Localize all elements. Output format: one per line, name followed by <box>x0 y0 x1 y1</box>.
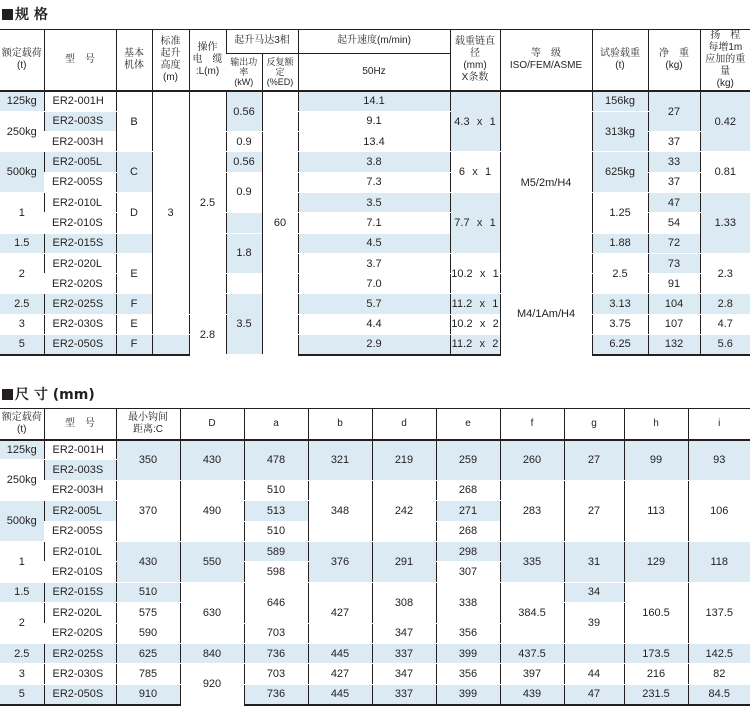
chain-cell: 7.7 x 1 <box>450 192 500 253</box>
speed-cell: 4.4 <box>298 314 450 334</box>
extra-weight-cell: 4.7 <box>700 314 750 334</box>
i-cell: 118 <box>688 541 750 582</box>
e-cell: 271 <box>436 501 500 521</box>
d-cell: 347 <box>372 664 436 684</box>
model-cell: ER2-015S <box>44 233 116 253</box>
capacity-cell: 1 <box>0 192 44 233</box>
frame-cell: E <box>116 314 152 334</box>
lift-height-cell <box>152 335 189 355</box>
h-cell: 160.5 <box>624 582 688 643</box>
test-load-cell: 1.25 <box>592 192 648 233</box>
table-row <box>0 192 750 212</box>
d-cell: 347 <box>372 623 436 643</box>
capacity-cell: 5 <box>0 684 44 704</box>
e-cell: 268 <box>436 480 500 500</box>
power-cell: 0.9 <box>226 132 262 152</box>
chain-cell: 6 x 1 <box>450 152 500 193</box>
header-extra-weight: 扬 程 每增1m 应加的重量 (kg) <box>700 30 750 92</box>
speed-cell: 5.7 <box>298 294 450 314</box>
h-cell: 99 <box>624 440 688 481</box>
f-cell: 335 <box>500 541 564 582</box>
header-capacity: 额定载荷 (t) <box>0 409 44 440</box>
square-bullet-icon <box>2 9 13 20</box>
header-frame: 基本 机体 <box>116 30 152 92</box>
a-cell: 736 <box>244 684 308 704</box>
speed-cell: 7.0 <box>298 274 450 294</box>
chain-cell: 10.2 x 2 <box>450 314 500 334</box>
test-load-cell: 625kg <box>592 152 648 193</box>
a-cell: 703 <box>244 623 308 643</box>
net-weight-cell: 54 <box>648 213 700 233</box>
g-cell: 47 <box>564 684 624 704</box>
header-D: D <box>180 409 244 440</box>
power-cell: 1.8 <box>226 233 262 274</box>
test-load-cell: 156kg <box>592 91 648 111</box>
cable-length-cell: 2.5 <box>189 91 226 314</box>
h-cell: 113 <box>624 480 688 541</box>
a-cell: 646 <box>244 582 308 623</box>
capacity-cell: 125kg <box>0 440 44 460</box>
table-row <box>0 643 750 663</box>
capacity-cell: 1 <box>0 541 44 582</box>
header-a: a <box>244 409 308 440</box>
hook-distance-cell: 370 <box>116 480 180 541</box>
e-cell: 399 <box>436 684 500 704</box>
hook-distance-cell: 575 <box>116 603 180 623</box>
extra-weight-cell: 0.81 <box>700 152 750 193</box>
a-cell: 478 <box>244 440 308 481</box>
e-cell: 399 <box>436 643 500 663</box>
table-row <box>0 91 750 111</box>
frame-cell: E <box>116 253 152 294</box>
extra-weight-cell: 0.42 <box>700 91 750 152</box>
header-speed: 起升速度(m/min) <box>298 30 450 54</box>
capacity-cell: 500kg <box>0 152 44 193</box>
cable-length-cell: 2.8 <box>189 314 226 355</box>
model-cell: ER2-003H <box>44 132 116 152</box>
e-cell: 356 <box>436 664 500 684</box>
header-test-load: 试验载重 (t) <box>592 30 648 92</box>
table-row <box>0 664 750 684</box>
i-cell: 93 <box>688 440 750 481</box>
header-net-weight: 净 重 (kg) <box>648 30 700 92</box>
capacity-cell: 2.5 <box>0 643 44 663</box>
header-capacity: 额定载荷 (t) <box>0 30 44 92</box>
speed-cell: 3.7 <box>298 253 450 273</box>
speed-cell: 3.8 <box>298 152 450 172</box>
capacity-cell: 3 <box>0 664 44 684</box>
header-i: i <box>688 409 750 440</box>
hook-distance-cell: 590 <box>116 623 180 643</box>
model-cell: ER2-020L <box>44 253 116 273</box>
b-cell: 376 <box>308 541 372 582</box>
speed-cell: 4.5 <box>298 233 450 253</box>
net-weight-cell: 73 <box>648 253 700 273</box>
net-weight-cell: 107 <box>648 314 700 334</box>
test-load-cell: 3.13 <box>592 294 648 314</box>
i-cell: 142.5 <box>688 643 750 663</box>
frame-cell: C <box>116 152 152 193</box>
g-cell: 44 <box>564 664 624 684</box>
capacity-cell: 2 <box>0 603 44 644</box>
lift-height-cell: 3 <box>152 91 189 335</box>
table-row <box>0 684 750 704</box>
a-cell: 736 <box>244 643 308 663</box>
header-duty: 反复额定 (%ED) <box>262 53 298 91</box>
d-cell: 337 <box>372 643 436 663</box>
capacity-cell: 1.5 <box>0 582 44 602</box>
power-cell: 0.9 <box>226 172 262 213</box>
a-cell: 598 <box>244 562 308 582</box>
header-chain: 载重链直径 (mm) X条数 <box>450 30 500 92</box>
extra-weight-cell: 2.8 <box>700 294 750 314</box>
extra-weight-cell: 2.3 <box>700 253 750 294</box>
d-cell: 242 <box>372 480 436 541</box>
spec-section-title: 规 格 <box>2 6 48 24</box>
speed-cell: 3.5 <box>298 192 450 212</box>
header-e: e <box>436 409 500 440</box>
table-row <box>0 152 750 172</box>
chain-cell: 4.3 x 1 <box>450 91 500 152</box>
model-cell: ER2-020S <box>44 623 116 643</box>
power-cell <box>226 213 262 233</box>
d-cell: 291 <box>372 541 436 582</box>
f-cell: 439 <box>500 684 564 704</box>
model-cell: ER2-010S <box>44 562 116 582</box>
i-cell: 106 <box>688 480 750 541</box>
capacity-cell: 250kg <box>0 111 44 152</box>
model-cell: ER2-025S <box>44 294 116 314</box>
f-cell: 260 <box>500 440 564 481</box>
chain-cell: 10.2 x 1 <box>450 253 500 294</box>
d-cell: 337 <box>372 684 436 704</box>
header-f: f <box>500 409 564 440</box>
capacity-cell: 1.5 <box>0 233 44 253</box>
power-cell: 0.56 <box>226 91 262 132</box>
square-bullet-icon <box>2 389 13 400</box>
model-cell: ER2-003S <box>44 111 116 131</box>
model-cell: ER2-020L <box>44 603 116 623</box>
header-lift-height: 标准 起升 高度 (m) <box>152 30 189 92</box>
table-row <box>0 541 750 561</box>
hook-distance-cell: 430 <box>116 541 180 582</box>
chain-cell: 11.2 x 2 <box>450 335 500 355</box>
speed-cell: 2.9 <box>298 335 450 355</box>
model-cell: ER2-030S <box>44 314 116 334</box>
f-cell: 437.5 <box>500 643 564 663</box>
extra-weight-cell: 1.33 <box>700 192 750 253</box>
model-cell: ER2-005S <box>44 521 116 541</box>
header-g: g <box>564 409 624 440</box>
frame-cell: D <box>116 192 152 233</box>
b-cell: 427 <box>308 582 372 643</box>
a-cell: 510 <box>244 521 308 541</box>
header-motor: 起升马达3相 <box>226 30 298 54</box>
model-cell: ER2-015S <box>44 582 116 602</box>
h-cell: 216 <box>624 664 688 684</box>
D-cell: 550 <box>180 541 244 582</box>
power-cell <box>226 274 262 294</box>
capacity-cell: 2.5 <box>0 294 44 314</box>
spec-table <box>0 29 750 356</box>
header-hook-distance: 最小钩间 距离:C <box>116 409 180 440</box>
dims-table <box>0 408 750 706</box>
e-cell: 338 <box>436 582 500 623</box>
f-cell: 397 <box>500 664 564 684</box>
speed-cell: 13.4 <box>298 132 450 152</box>
hook-distance-cell: 625 <box>116 643 180 663</box>
extra-weight-cell: 5.6 <box>700 335 750 355</box>
table-row <box>0 111 750 131</box>
D-cell: 920 <box>180 664 244 705</box>
model-cell: ER2-030S <box>44 664 116 684</box>
g-cell: 39 <box>564 603 624 644</box>
test-load-cell: 313kg <box>592 111 648 152</box>
model-cell: ER2-010L <box>44 541 116 561</box>
header-model: 型 号 <box>44 409 116 440</box>
model-cell: ER2-050S <box>44 684 116 704</box>
model-cell: ER2-001H <box>44 440 116 460</box>
test-load-cell: 6.25 <box>592 335 648 355</box>
e-cell: 356 <box>436 623 500 643</box>
model-cell: ER2-050S <box>44 335 116 355</box>
capacity-cell: 3 <box>0 314 44 334</box>
model-cell: ER2-025S <box>44 643 116 663</box>
speed-cell: 9.1 <box>298 111 450 131</box>
frame-cell: B <box>116 91 152 152</box>
capacity-cell: 125kg <box>0 91 44 111</box>
hook-distance-cell: 510 <box>116 582 180 602</box>
net-weight-cell: 91 <box>648 274 700 294</box>
b-cell: 445 <box>308 684 372 704</box>
a-cell: 513 <box>244 501 308 521</box>
capacity-cell: 2 <box>0 253 44 294</box>
speed-cell: 7.1 <box>298 213 450 233</box>
model-cell: ER2-005L <box>44 152 116 172</box>
frame-cell: F <box>116 335 152 355</box>
d-cell: 308 <box>372 582 436 623</box>
header-model: 型 号 <box>44 30 116 92</box>
f-cell: 384.5 <box>500 582 564 643</box>
net-weight-cell: 27 <box>648 91 700 132</box>
e-cell: 307 <box>436 562 500 582</box>
a-cell: 703 <box>244 664 308 684</box>
g-cell: 27 <box>564 480 624 541</box>
i-cell: 137.5 <box>688 582 750 643</box>
grade-cell: M5/2m/H4 <box>500 91 592 274</box>
D-cell: 630 <box>180 582 244 643</box>
header-50hz: 50Hz <box>298 53 450 91</box>
grade-cell: M4/1Am/H4 <box>500 274 592 355</box>
b-cell: 348 <box>308 480 372 541</box>
table-row <box>0 233 750 253</box>
chain-cell: 11.2 x 1 <box>450 294 500 314</box>
header-power: 输出功率 (kW) <box>226 53 262 91</box>
table-row <box>0 335 750 355</box>
f-cell: 283 <box>500 480 564 541</box>
e-cell: 259 <box>436 440 500 481</box>
net-weight-cell: 37 <box>648 172 700 192</box>
net-weight-cell: 72 <box>648 233 700 253</box>
header-b: b <box>308 409 372 440</box>
a-cell: 589 <box>244 541 308 561</box>
frame-cell: F <box>116 294 152 314</box>
g-cell: 34 <box>564 582 624 602</box>
table-row <box>0 314 750 334</box>
model-cell: ER2-003S <box>44 460 116 480</box>
capacity-cell: 5 <box>0 335 44 355</box>
model-cell: ER2-020S <box>44 274 116 294</box>
d-cell: 219 <box>372 440 436 481</box>
speed-cell: 14.1 <box>298 91 450 111</box>
i-cell: 84.5 <box>688 684 750 704</box>
model-cell: ER2-005L <box>44 501 116 521</box>
table-row <box>0 253 750 273</box>
capacity-cell: 250kg <box>0 460 44 501</box>
model-cell: ER2-005S <box>44 172 116 192</box>
D-cell: 490 <box>180 480 244 541</box>
net-weight-cell: 104 <box>648 294 700 314</box>
test-load-cell: 3.75 <box>592 314 648 334</box>
test-load-cell: 2.5 <box>592 253 648 294</box>
h-cell: 231.5 <box>624 684 688 704</box>
D-cell: 840 <box>180 643 244 663</box>
net-weight-cell: 47 <box>648 192 700 212</box>
speed-cell: 7.3 <box>298 172 450 192</box>
dims-section-title: 尺 寸 (mm) <box>2 386 95 404</box>
header-d: d <box>372 409 436 440</box>
duty-cell: 60 <box>262 91 298 355</box>
power-cell: 3.5 <box>226 294 262 355</box>
hook-distance-cell: 785 <box>116 664 180 684</box>
net-weight-cell: 132 <box>648 335 700 355</box>
hook-distance-cell: 910 <box>116 684 180 704</box>
capacity-cell: 500kg <box>0 501 44 542</box>
model-cell: ER2-010L <box>44 192 116 212</box>
h-cell: 129 <box>624 541 688 582</box>
model-cell: ER2-003H <box>44 480 116 500</box>
h-cell: 173.5 <box>624 643 688 663</box>
g-cell: 31 <box>564 541 624 582</box>
table-row <box>0 480 750 500</box>
table-row <box>0 582 750 602</box>
model-cell: ER2-010S <box>44 213 116 233</box>
b-cell: 427 <box>308 664 372 684</box>
header-grade: 等 级 ISO/FEM/ASME <box>500 30 592 92</box>
header-h: h <box>624 409 688 440</box>
i-cell: 82 <box>688 664 750 684</box>
net-weight-cell: 33 <box>648 152 700 172</box>
D-cell: 430 <box>180 440 244 481</box>
net-weight-cell: 37 <box>648 132 700 152</box>
header-cable: 操作 电 缆 :L(m) <box>189 30 226 92</box>
g-cell: 27 <box>564 440 624 481</box>
power-cell: 0.56 <box>226 152 262 172</box>
table-row <box>0 440 750 460</box>
g-cell <box>564 643 624 663</box>
a-cell: 510 <box>244 480 308 500</box>
test-load-cell: 1.88 <box>592 233 648 253</box>
e-cell: 298 <box>436 541 500 561</box>
table-row <box>0 294 750 314</box>
b-cell: 321 <box>308 440 372 481</box>
model-cell: ER2-001H <box>44 91 116 111</box>
frame-cell <box>116 233 152 253</box>
e-cell: 268 <box>436 521 500 541</box>
hook-distance-cell: 350 <box>116 440 180 481</box>
b-cell: 445 <box>308 643 372 663</box>
